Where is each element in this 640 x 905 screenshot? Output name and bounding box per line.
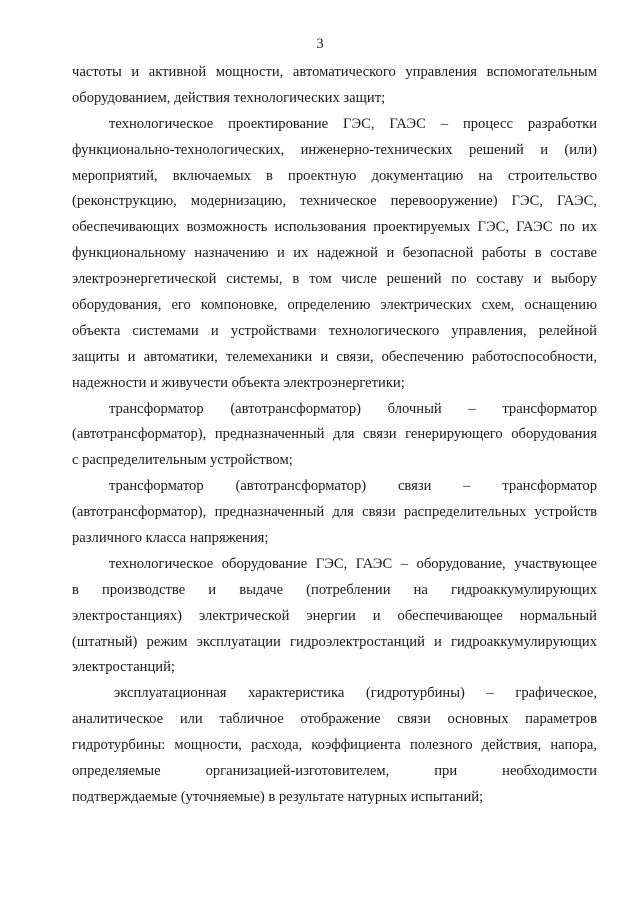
page-number: 3 [316,36,324,52]
text-line: аналитическое или табличное отображение связи основных параметров [72,711,597,728]
paragraph [72,552,597,681]
text-line: функционально-технологических, инженерно-технических решений и (или) [72,141,597,158]
text-line: (реконструкцию, модернизацию, техническое перевооружение) ГЭС, ГАЭС, [72,193,597,210]
text-line: технологическое проектирование ГЭС, ГАЭС – процесс разработки [109,115,597,132]
paragraph [72,474,597,552]
text-line: гидротурбины: мощности, расхода, коэффициента полезного действия, напора, [72,737,597,754]
text-line: (штатный) режим эксплуатации гидроэлектростанций и гидроаккумулирующих [72,633,597,650]
paragraph [72,112,597,397]
text-line: трансформатор (автотрансформатор) связи – трансформатор [109,478,597,495]
text-line: с распределительным устройством; [72,452,293,469]
text-line: электроэнергетической системы, в том числе решений по составу и выбору [72,271,597,288]
text-line: электростанциях) электрической энергии и обеспечивающее нормальный [72,607,597,624]
paragraph [72,60,597,112]
text-line: частоты и активной мощности, автоматического управления вспомогательным [72,64,597,80]
text-line: мероприятий, включаемых в проектную документацию на строительство [72,167,597,184]
text-line: трансформатор (автотрансформатор) блочный – трансформатор [109,400,597,417]
text-line: оборудования, его компоновке, определению электрических схем, оснащению [72,297,597,314]
paragraph [72,681,597,810]
text-line: эксплуатационная характеристика (гидротурбины) – графическое, [114,685,597,702]
text-line: (автотрансформатор), предназначенный для связи генерирующего оборудования [72,426,597,443]
paragraph [72,397,597,475]
text-line: объекта системами и устройствами технологического управления, релейной [72,322,597,339]
text-line: технологическое оборудование ГЭС, ГАЭС – оборудование, участвующее [109,555,597,572]
text-line: различного класса напряжения; [72,530,269,547]
text-line: электростанций; [72,659,175,676]
document-body [72,60,597,811]
text-line: в производстве и выдаче (потреблении на гидроаккумулирующих [72,581,597,598]
text-line: защиты и автоматики, телемеханики и связи, обеспечению работоспособности, [72,348,597,365]
text-line: оборудованием, действия технологических защит; [72,89,386,106]
text-line: подтверждаемые (уточняемые) в результате натурных испытаний; [72,788,484,805]
text-line: обеспечивающих возможность использования проектируемых ГЭС, ГАЭС по их [72,219,597,236]
text-line: (автотрансформатор), предназначенный для связи распределительных устройств [72,504,597,521]
text-line: определяемые организацией-изготовителем, при необходимости [72,763,597,780]
text-line: надежности и живучести объекта электроэнергетики; [72,374,405,391]
text-line: функциональному назначению и их надежной и безопасной работы в составе [72,245,597,262]
